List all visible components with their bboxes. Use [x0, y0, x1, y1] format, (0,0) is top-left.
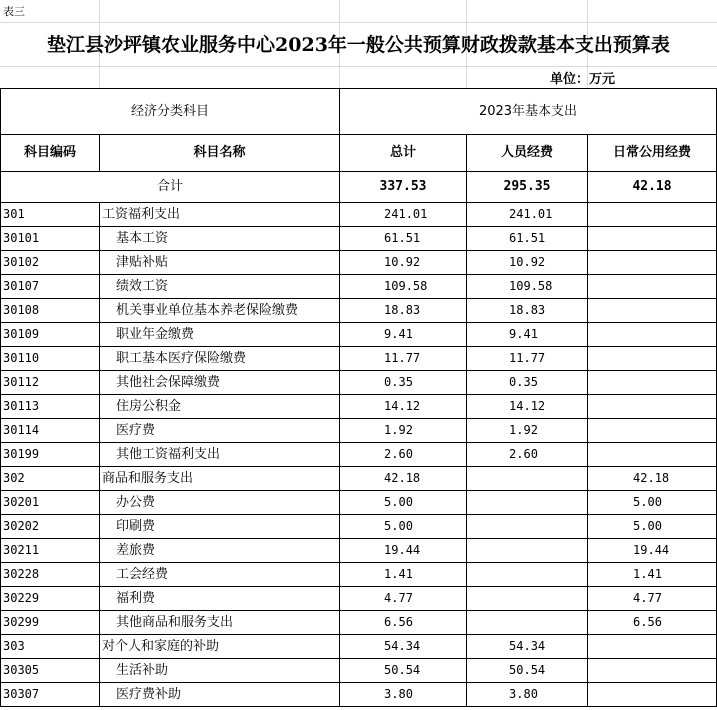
cell-public [588, 299, 717, 323]
table-row [1, 611, 717, 635]
cell-name: 工资福利支出 [100, 203, 340, 227]
cell-public [588, 275, 717, 299]
cell-personnel: 61.51 [467, 227, 588, 251]
cell-code: 30307 [1, 683, 100, 707]
cell-personnel: 10.92 [467, 251, 588, 275]
cell-total: 14.12 [340, 395, 467, 419]
cell-total: 6.56 [340, 611, 467, 635]
cell-total: 61.51 [340, 227, 467, 251]
cell-public [588, 443, 717, 467]
table-row [1, 275, 717, 299]
cell-code: 30110 [1, 347, 100, 371]
cell-code: 30101 [1, 227, 100, 251]
header-group-row [1, 89, 717, 135]
table-label: 表三 [3, 5, 25, 18]
cell-name: 办公费 [100, 491, 340, 515]
table-row [1, 587, 717, 611]
cell-public [588, 659, 717, 683]
cell-total: 9.41 [340, 323, 467, 347]
cell-personnel [467, 539, 588, 563]
cell-personnel: 11.77 [467, 347, 588, 371]
cell-personnel: 54.34 [467, 635, 588, 659]
cell-public [588, 227, 717, 251]
cell-personnel: 9.41 [467, 323, 588, 347]
table-row [1, 683, 717, 707]
cell-personnel: 1.92 [467, 419, 588, 443]
cell-code: 30305 [1, 659, 100, 683]
table-row [1, 467, 717, 491]
cell-total: 42.18 [340, 467, 467, 491]
cell-total: 241.01 [340, 203, 467, 227]
cell-code: 30113 [1, 395, 100, 419]
cell-code: 30102 [1, 251, 100, 275]
cell-code: 30201 [1, 491, 100, 515]
table-row [1, 227, 717, 251]
cell-public [588, 395, 717, 419]
page-title: 垫江县沙坪镇农业服务中心2023年一般公共预算财政拨款基本支出预算表 [47, 34, 670, 56]
cell-code: 30114 [1, 419, 100, 443]
cell-code: 30229 [1, 587, 100, 611]
cell-personnel [467, 491, 588, 515]
cell-name: 津贴补贴 [100, 251, 340, 275]
cell-total: 0.35 [340, 371, 467, 395]
cell-name: 其他商品和服务支出 [100, 611, 340, 635]
table-row [1, 323, 717, 347]
cell-public: 42.18 [588, 467, 717, 491]
cell-total: 11.77 [340, 347, 467, 371]
table-row [1, 635, 717, 659]
cell-personnel [467, 563, 588, 587]
cell-total: 2.60 [340, 443, 467, 467]
cell-code: 303 [1, 635, 100, 659]
cell-personnel [467, 515, 588, 539]
table-row [1, 563, 717, 587]
table-row [1, 443, 717, 467]
table-row [1, 347, 717, 371]
table-row [1, 299, 717, 323]
cell-public [588, 251, 717, 275]
table-row [1, 539, 717, 563]
cell-public [588, 419, 717, 443]
total-label: 合计 [1, 172, 340, 203]
cell-public [588, 683, 717, 707]
header-economic-category: 经济分类科目 [1, 89, 340, 135]
cell-name: 福利费 [100, 587, 340, 611]
cell-name: 住房公积金 [100, 395, 340, 419]
cell-name: 绩效工资 [100, 275, 340, 299]
cell-personnel: 50.54 [467, 659, 588, 683]
cell-name: 医疗费 [100, 419, 340, 443]
cell-public: 6.56 [588, 611, 717, 635]
cell-public [588, 347, 717, 371]
cell-total: 10.92 [340, 251, 467, 275]
cell-code: 30202 [1, 515, 100, 539]
cell-personnel: 3.80 [467, 683, 588, 707]
cell-personnel [467, 587, 588, 611]
table-row [1, 659, 717, 683]
cell-personnel [467, 611, 588, 635]
cell-public: 1.41 [588, 563, 717, 587]
cell-total: 5.00 [340, 491, 467, 515]
cell-total: 19.44 [340, 539, 467, 563]
header-code: 科目编码 [1, 135, 100, 172]
cell-public [588, 371, 717, 395]
cell-personnel: 14.12 [467, 395, 588, 419]
cell-total: 50.54 [340, 659, 467, 683]
table-row [1, 419, 717, 443]
table-row [1, 371, 717, 395]
cell-personnel: 0.35 [467, 371, 588, 395]
cell-public [588, 635, 717, 659]
table-row [1, 395, 717, 419]
cell-code: 30107 [1, 275, 100, 299]
cell-public [588, 203, 717, 227]
cell-public: 5.00 [588, 515, 717, 539]
header-name: 科目名称 [100, 135, 340, 172]
total-public: 42.18 [588, 172, 717, 203]
cell-total: 18.83 [340, 299, 467, 323]
cell-public: 4.77 [588, 587, 717, 611]
header-personnel: 人员经费 [467, 135, 588, 172]
cell-personnel: 18.83 [467, 299, 588, 323]
cell-total: 3.80 [340, 683, 467, 707]
total-total: 337.53 [340, 172, 467, 203]
gridline [0, 22, 717, 23]
cell-name: 基本工资 [100, 227, 340, 251]
total-personnel: 295.35 [467, 172, 588, 203]
cell-code: 30299 [1, 611, 100, 635]
cell-code: 30109 [1, 323, 100, 347]
cell-name: 职工基本医疗保险缴费 [100, 347, 340, 371]
table-row [1, 203, 717, 227]
cell-total: 5.00 [340, 515, 467, 539]
header-basic-expenditure: 2023年基本支出 [340, 89, 717, 135]
cell-total: 109.58 [340, 275, 467, 299]
budget-table [0, 88, 717, 707]
header-public: 日常公用经费 [588, 135, 717, 172]
cell-code: 302 [1, 467, 100, 491]
cell-total: 1.92 [340, 419, 467, 443]
cell-name: 工会经费 [100, 563, 340, 587]
cell-total: 1.41 [340, 563, 467, 587]
cell-personnel: 241.01 [467, 203, 588, 227]
table-row [1, 491, 717, 515]
cell-name: 印刷费 [100, 515, 340, 539]
cell-code: 30108 [1, 299, 100, 323]
cell-total: 54.34 [340, 635, 467, 659]
cell-code: 30228 [1, 563, 100, 587]
cell-public: 5.00 [588, 491, 717, 515]
cell-total: 4.77 [340, 587, 467, 611]
header-total: 总计 [340, 135, 467, 172]
unit-label: 单位：万元 [550, 72, 616, 87]
table-row [1, 251, 717, 275]
cell-public [588, 323, 717, 347]
cell-name: 医疗费补助 [100, 683, 340, 707]
cell-name: 其他工资福利支出 [100, 443, 340, 467]
cell-name: 差旅费 [100, 539, 340, 563]
cell-name: 对个人和家庭的补助 [100, 635, 340, 659]
cell-personnel: 109.58 [467, 275, 588, 299]
cell-public: 19.44 [588, 539, 717, 563]
cell-name: 生活补助 [100, 659, 340, 683]
cell-name: 其他社会保障缴费 [100, 371, 340, 395]
cell-name: 职业年金缴费 [100, 323, 340, 347]
cell-code: 30199 [1, 443, 100, 467]
cell-name: 机关事业单位基本养老保险缴费 [100, 299, 340, 323]
cell-code: 30112 [1, 371, 100, 395]
header-columns-row [1, 135, 717, 172]
cell-name: 商品和服务支出 [100, 467, 340, 491]
cell-code: 30211 [1, 539, 100, 563]
total-row [1, 172, 717, 203]
table-row [1, 515, 717, 539]
cell-personnel [467, 467, 588, 491]
gridline [0, 66, 717, 67]
cell-code: 301 [1, 203, 100, 227]
cell-personnel: 2.60 [467, 443, 588, 467]
